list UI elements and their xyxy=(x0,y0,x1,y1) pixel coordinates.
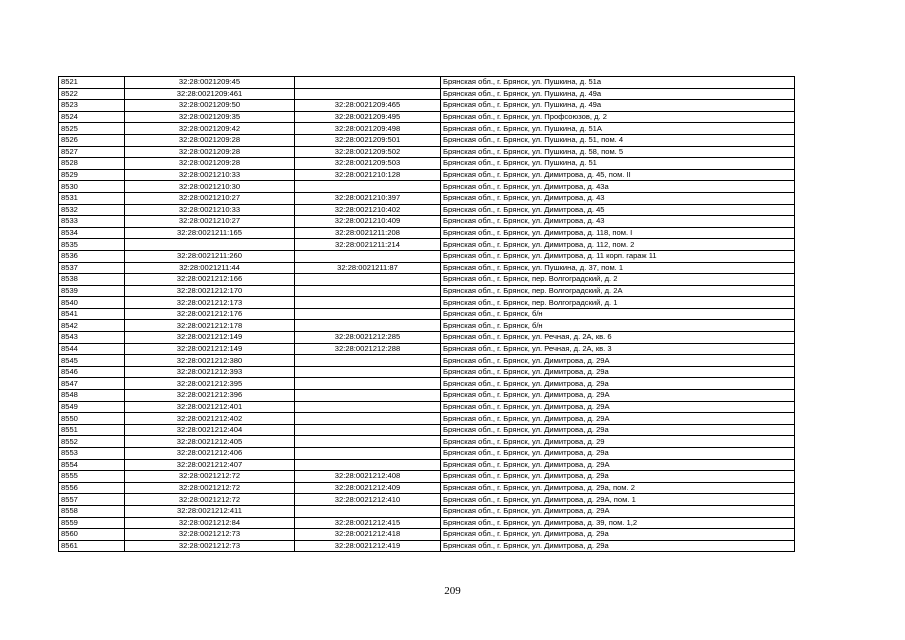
row-number-cell: 8553 xyxy=(59,448,125,460)
related-cadastral-number-cell xyxy=(295,390,441,402)
row-number-cell: 8530 xyxy=(59,181,125,193)
table-row xyxy=(59,494,795,506)
address-cell: Брянская обл., г. Брянск, пер. Волгоградский, д. 1 xyxy=(441,297,795,309)
related-cadastral-number-cell: 32:28:0021212:288 xyxy=(295,343,441,355)
related-cadastral-number-cell: 32:28:0021210:402 xyxy=(295,204,441,216)
related-cadastral-number-cell: 32:28:0021209:495 xyxy=(295,111,441,123)
cadastral-number-cell: 32:28:0021212:380 xyxy=(125,355,295,367)
address-cell: Брянская обл., г. Брянск, пер. Волгоградский, д. 2А xyxy=(441,285,795,297)
address-cell: Брянская обл., г. Брянск, ул. Пушкина, д. 49а xyxy=(441,88,795,100)
address-cell: Брянская обл., г. Брянск, ул. Димитрова, д. 43 xyxy=(441,216,795,228)
address-cell: Брянская обл., г. Брянск, ул. Димитрова, д. 39, пом. 1,2 xyxy=(441,517,795,529)
related-cadastral-number-cell xyxy=(295,505,441,517)
table-row xyxy=(59,517,795,529)
table-row xyxy=(59,378,795,390)
related-cadastral-number-cell xyxy=(295,88,441,100)
table-row xyxy=(59,540,795,552)
row-number-cell: 8558 xyxy=(59,505,125,517)
table-row xyxy=(59,192,795,204)
table-row xyxy=(59,216,795,228)
cadastral-number-cell: 32:28:0021212:72 xyxy=(125,494,295,506)
row-number-cell: 8542 xyxy=(59,320,125,332)
cadastral-number-cell: 32:28:0021212:405 xyxy=(125,436,295,448)
address-cell: Брянская обл., г. Брянск, ул. Пушкина, д. 51А xyxy=(441,123,795,135)
registry-table-body xyxy=(59,77,795,552)
address-cell: Брянская обл., г. Брянск, ул. Димитрова, д. 43а xyxy=(441,181,795,193)
related-cadastral-number-cell xyxy=(295,297,441,309)
address-cell: Брянская обл., г. Брянск, пер. Волгоградский, д. 2 xyxy=(441,274,795,286)
address-cell: Брянская обл., г. Брянск, ул. Димитрова, д. 29а xyxy=(441,378,795,390)
row-number-cell: 8550 xyxy=(59,413,125,425)
row-number-cell: 8548 xyxy=(59,390,125,402)
table-row xyxy=(59,436,795,448)
related-cadastral-number-cell: 32:28:0021209:501 xyxy=(295,134,441,146)
row-number-cell: 8560 xyxy=(59,529,125,541)
row-number-cell: 8546 xyxy=(59,366,125,378)
row-number-cell: 8552 xyxy=(59,436,125,448)
address-cell: Брянская обл., г. Брянск, ул. Димитрова, д. 29а, пом. 2 xyxy=(441,482,795,494)
address-cell: Брянская обл., г. Брянск, ул. Димитрова, д. 29А xyxy=(441,459,795,471)
related-cadastral-number-cell: 32:28:0021212:408 xyxy=(295,471,441,483)
row-number-cell: 8556 xyxy=(59,482,125,494)
address-cell: Брянская обл., г. Брянск, ул. Димитрова, д. 29а xyxy=(441,366,795,378)
row-number-cell: 8549 xyxy=(59,401,125,413)
cadastral-number-cell: 32:28:0021209:45 xyxy=(125,77,295,89)
related-cadastral-number-cell: 32:28:0021212:410 xyxy=(295,494,441,506)
related-cadastral-number-cell xyxy=(295,448,441,460)
related-cadastral-number-cell: 32:28:0021212:409 xyxy=(295,482,441,494)
address-cell: Брянская обл., г. Брянск, ул. Димитрова, д. 43 xyxy=(441,192,795,204)
address-cell: Брянская обл., г. Брянск, ул. Димитрова, д. 29А xyxy=(441,355,795,367)
related-cadastral-number-cell xyxy=(295,308,441,320)
cadastral-number-cell: 32:28:0021212:178 xyxy=(125,320,295,332)
table-row xyxy=(59,181,795,193)
row-number-cell: 8551 xyxy=(59,424,125,436)
table-row xyxy=(59,285,795,297)
table-row xyxy=(59,308,795,320)
address-cell: Брянская обл., г. Брянск, ул. Димитрова, д. 29А xyxy=(441,505,795,517)
row-number-cell: 8536 xyxy=(59,250,125,262)
cadastral-number-cell: 32:28:0021211:165 xyxy=(125,227,295,239)
row-number-cell: 8555 xyxy=(59,471,125,483)
related-cadastral-number-cell: 32:28:0021212:415 xyxy=(295,517,441,529)
row-number-cell: 8557 xyxy=(59,494,125,506)
table-row xyxy=(59,262,795,274)
row-number-cell: 8545 xyxy=(59,355,125,367)
address-cell: Брянская обл., г. Брянск, ул. Димитрова, д. 118, пом. I xyxy=(441,227,795,239)
row-number-cell: 8528 xyxy=(59,158,125,170)
row-number-cell: 8538 xyxy=(59,274,125,286)
cadastral-number-cell: 32:28:0021211:44 xyxy=(125,262,295,274)
cadastral-number-cell: 32:28:0021212:401 xyxy=(125,401,295,413)
address-cell: Брянская обл., г. Брянск, ул. Димитрова, д. 29а xyxy=(441,471,795,483)
address-cell: Брянская обл., г. Брянск, ул. Димитрова, д. 29А xyxy=(441,401,795,413)
address-cell: Брянская обл., г. Брянск, ул. Димитрова, д. 45, пом. II xyxy=(441,169,795,181)
address-cell: Брянская обл., г. Брянск, ул. Димитрова, д. 112, пом. 2 xyxy=(441,239,795,251)
related-cadastral-number-cell: 32:28:0021212:419 xyxy=(295,540,441,552)
table-row xyxy=(59,459,795,471)
cadastral-number-cell: 32:28:0021212:393 xyxy=(125,366,295,378)
related-cadastral-number-cell: 32:28:0021211:214 xyxy=(295,239,441,251)
table-row xyxy=(59,88,795,100)
cadastral-number-cell: 32:28:0021212:149 xyxy=(125,332,295,344)
row-number-cell: 8522 xyxy=(59,88,125,100)
related-cadastral-number-cell: 32:28:0021211:208 xyxy=(295,227,441,239)
address-cell: Брянская обл., г. Брянск, ул. Пушкина, д. 51а xyxy=(441,77,795,89)
cadastral-number-cell: 32:28:0021210:33 xyxy=(125,169,295,181)
cadastral-number-cell: 32:28:0021210:27 xyxy=(125,216,295,228)
row-number-cell: 8543 xyxy=(59,332,125,344)
cadastral-number-cell: 32:28:0021212:166 xyxy=(125,274,295,286)
cadastral-number-cell xyxy=(125,239,295,251)
address-cell: Брянская обл., г. Брянск, ул. Димитрова, д. 29А xyxy=(441,413,795,425)
related-cadastral-number-cell xyxy=(295,436,441,448)
table-row xyxy=(59,274,795,286)
cadastral-number-cell: 32:28:0021212:411 xyxy=(125,505,295,517)
cadastral-number-cell: 32:28:0021209:28 xyxy=(125,134,295,146)
address-cell: Брянская обл., г. Брянск, ул. Пушкина, д. 51 xyxy=(441,158,795,170)
row-number-cell: 8535 xyxy=(59,239,125,251)
page-number: 209 xyxy=(444,585,461,597)
table-row xyxy=(59,204,795,216)
table-row xyxy=(59,529,795,541)
cadastral-number-cell: 32:28:0021212:149 xyxy=(125,343,295,355)
row-number-cell: 8539 xyxy=(59,285,125,297)
related-cadastral-number-cell xyxy=(295,181,441,193)
table-row xyxy=(59,111,795,123)
related-cadastral-number-cell: 32:28:0021210:409 xyxy=(295,216,441,228)
related-cadastral-number-cell xyxy=(295,274,441,286)
related-cadastral-number-cell: 32:28:0021210:397 xyxy=(295,192,441,204)
table-row xyxy=(59,169,795,181)
cadastral-number-cell: 32:28:0021209:42 xyxy=(125,123,295,135)
related-cadastral-number-cell: 32:28:0021209:498 xyxy=(295,123,441,135)
table-row xyxy=(59,250,795,262)
cadastral-number-cell: 32:28:0021212:395 xyxy=(125,378,295,390)
table-row xyxy=(59,320,795,332)
cadastral-number-cell: 32:28:0021210:30 xyxy=(125,181,295,193)
address-cell: Брянская обл., г. Брянск, ул. Димитрова, д. 29А xyxy=(441,390,795,402)
address-cell: Брянская обл., г. Брянск, б/н xyxy=(441,308,795,320)
cadastral-number-cell: 32:28:0021212:73 xyxy=(125,529,295,541)
cadastral-number-cell: 32:28:0021212:404 xyxy=(125,424,295,436)
related-cadastral-number-cell: 32:28:0021210:128 xyxy=(295,169,441,181)
table-row xyxy=(59,146,795,158)
table-row xyxy=(59,448,795,460)
table-row xyxy=(59,123,795,135)
cadastral-number-cell: 32:28:0021212:176 xyxy=(125,308,295,320)
related-cadastral-number-cell xyxy=(295,401,441,413)
address-cell: Брянская обл., г. Брянск, ул. Пушкина, д. 51, пом. 4 xyxy=(441,134,795,146)
table-row xyxy=(59,413,795,425)
cadastral-number-cell: 32:28:0021212:72 xyxy=(125,482,295,494)
row-number-cell: 8533 xyxy=(59,216,125,228)
related-cadastral-number-cell: 32:28:0021209:465 xyxy=(295,100,441,112)
table-row xyxy=(59,227,795,239)
row-number-cell: 8534 xyxy=(59,227,125,239)
row-number-cell: 8561 xyxy=(59,540,125,552)
address-cell: Брянская обл., г. Брянск, ул. Димитрова, д. 29а xyxy=(441,448,795,460)
table-row xyxy=(59,401,795,413)
related-cadastral-number-cell: 32:28:0021211:87 xyxy=(295,262,441,274)
row-number-cell: 8554 xyxy=(59,459,125,471)
related-cadastral-number-cell: 32:28:0021209:502 xyxy=(295,146,441,158)
cadastral-number-cell: 32:28:0021212:84 xyxy=(125,517,295,529)
related-cadastral-number-cell xyxy=(295,250,441,262)
row-number-cell: 8521 xyxy=(59,77,125,89)
row-number-cell: 8523 xyxy=(59,100,125,112)
cadastral-number-cell: 32:28:0021210:27 xyxy=(125,192,295,204)
table-row xyxy=(59,158,795,170)
registry-table xyxy=(58,76,795,552)
table-row xyxy=(59,100,795,112)
cadastral-number-cell: 32:28:0021212:72 xyxy=(125,471,295,483)
related-cadastral-number-cell xyxy=(295,413,441,425)
address-cell: Брянская обл., г. Брянск, ул. Пушкина, д. 37, пом. 1 xyxy=(441,262,795,274)
row-number-cell: 8540 xyxy=(59,297,125,309)
related-cadastral-number-cell: 32:28:0021209:503 xyxy=(295,158,441,170)
table-row xyxy=(59,471,795,483)
table-row xyxy=(59,297,795,309)
cadastral-number-cell: 32:28:0021212:170 xyxy=(125,285,295,297)
cadastral-number-cell: 32:28:0021209:28 xyxy=(125,158,295,170)
row-number-cell: 8526 xyxy=(59,134,125,146)
cadastral-number-cell: 32:28:0021209:461 xyxy=(125,88,295,100)
row-number-cell: 8541 xyxy=(59,308,125,320)
address-cell: Брянская обл., г. Брянск, ул. Димитрова, д. 29а xyxy=(441,540,795,552)
cadastral-number-cell: 32:28:0021212:402 xyxy=(125,413,295,425)
row-number-cell: 8524 xyxy=(59,111,125,123)
table-row xyxy=(59,343,795,355)
row-number-cell: 8532 xyxy=(59,204,125,216)
cadastral-number-cell: 32:28:0021211:260 xyxy=(125,250,295,262)
table-row xyxy=(59,77,795,89)
cadastral-number-cell: 32:28:0021212:396 xyxy=(125,390,295,402)
table-row xyxy=(59,332,795,344)
cadastral-number-cell: 32:28:0021212:73 xyxy=(125,540,295,552)
table-row xyxy=(59,366,795,378)
address-cell: Брянская обл., г. Брянск, ул. Димитрова, д. 29а xyxy=(441,424,795,436)
cadastral-number-cell: 32:28:0021209:35 xyxy=(125,111,295,123)
cadastral-number-cell: 32:28:0021210:33 xyxy=(125,204,295,216)
cadastral-number-cell: 32:28:0021212:407 xyxy=(125,459,295,471)
row-number-cell: 8547 xyxy=(59,378,125,390)
table-row xyxy=(59,390,795,402)
row-number-cell: 8537 xyxy=(59,262,125,274)
address-cell: Брянская обл., г. Брянск, ул. Речная, д. 2А, кв. 3 xyxy=(441,343,795,355)
row-number-cell: 8544 xyxy=(59,343,125,355)
address-cell: Брянская обл., г. Брянск, ул. Профсоюзов, д. 2 xyxy=(441,111,795,123)
address-cell: Брянская обл., г. Брянск, ул. Пушкина, д. 49а xyxy=(441,100,795,112)
row-number-cell: 8527 xyxy=(59,146,125,158)
cadastral-number-cell: 32:28:0021209:50 xyxy=(125,100,295,112)
table-row xyxy=(59,239,795,251)
address-cell: Брянская обл., г. Брянск, ул. Димитрова, д. 11 корп. гараж 11 xyxy=(441,250,795,262)
address-cell: Брянская обл., г. Брянск, ул. Пушкина, д. 58, пом. 5 xyxy=(441,146,795,158)
row-number-cell: 8525 xyxy=(59,123,125,135)
related-cadastral-number-cell xyxy=(295,77,441,89)
related-cadastral-number-cell xyxy=(295,320,441,332)
table-row xyxy=(59,424,795,436)
table-row xyxy=(59,482,795,494)
cadastral-number-cell: 32:28:0021209:28 xyxy=(125,146,295,158)
table-row xyxy=(59,505,795,517)
address-cell: Брянская обл., г. Брянск, б/н xyxy=(441,320,795,332)
table-row xyxy=(59,134,795,146)
row-number-cell: 8531 xyxy=(59,192,125,204)
cadastral-number-cell: 32:28:0021212:173 xyxy=(125,297,295,309)
address-cell: Брянская обл., г. Брянск, ул. Димитрова, д. 29А, пом. 1 xyxy=(441,494,795,506)
address-cell: Брянская обл., г. Брянск, ул. Речная, д. 2А, кв. 6 xyxy=(441,332,795,344)
related-cadastral-number-cell: 32:28:0021212:285 xyxy=(295,332,441,344)
address-cell: Брянская обл., г. Брянск, ул. Димитрова, д. 29 xyxy=(441,436,795,448)
address-cell: Брянская обл., г. Брянск, ул. Димитрова, д. 45 xyxy=(441,204,795,216)
address-cell: Брянская обл., г. Брянск, ул. Димитрова, д. 29а xyxy=(441,529,795,541)
related-cadastral-number-cell xyxy=(295,355,441,367)
row-number-cell: 8529 xyxy=(59,169,125,181)
related-cadastral-number-cell xyxy=(295,459,441,471)
related-cadastral-number-cell xyxy=(295,424,441,436)
cadastral-number-cell: 32:28:0021212:406 xyxy=(125,448,295,460)
related-cadastral-number-cell xyxy=(295,366,441,378)
row-number-cell: 8559 xyxy=(59,517,125,529)
table-row xyxy=(59,355,795,367)
related-cadastral-number-cell: 32:28:0021212:418 xyxy=(295,529,441,541)
related-cadastral-number-cell xyxy=(295,285,441,297)
related-cadastral-number-cell xyxy=(295,378,441,390)
